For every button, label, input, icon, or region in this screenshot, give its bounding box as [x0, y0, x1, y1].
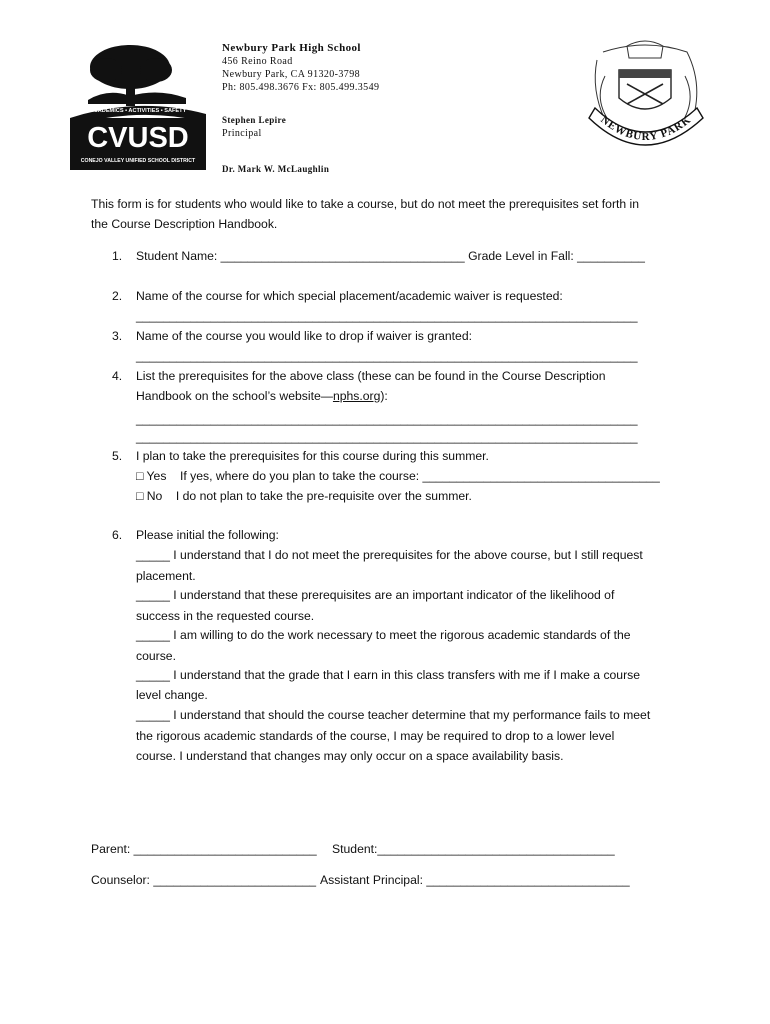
initial-line-4-cont: level change.: [136, 688, 208, 702]
logo-tagline: ACADEMICS • ACTIVITIES • SAFETY: [89, 108, 187, 114]
cvusd-logo: [68, 40, 208, 170]
drop-course-field[interactable]: __________________________________________________________________________: [136, 349, 638, 363]
item-1-number: 1.: [112, 249, 123, 263]
school-name: Newbury Park High School: [222, 42, 361, 54]
initial-line-1[interactable]: _____ I understand that I do not meet the prerequisites for the above course, but I still request: [136, 548, 643, 562]
address-line-2: Newbury Park, CA 91320-3798: [222, 69, 361, 80]
item-3-number: 3.: [112, 329, 123, 343]
item-6-number: 6.: [112, 528, 123, 542]
initial-line-2-cont: success in the requested course.: [136, 609, 315, 623]
address-line-1: 456 Reino Road: [222, 56, 293, 67]
waiver-course-field[interactable]: __________________________________________________________________________: [136, 309, 638, 323]
prerequisites-field-1[interactable]: __________________________________________________________________________: [136, 412, 638, 426]
principal-name: Stephen Lepire: [222, 115, 287, 125]
item-4-number: 4.: [112, 369, 123, 383]
parent-signature-field[interactable]: Parent: ___________________________: [91, 842, 317, 856]
item-4-prompt-post: ):: [380, 389, 388, 403]
assistant-principal-signature-field[interactable]: Assistant Principal: ______________________________: [320, 873, 630, 887]
logo-acronym: CVUSD: [87, 122, 189, 154]
student-signature-field[interactable]: Student:___________________________________: [332, 842, 615, 856]
nphs-website-link[interactable]: nphs.org: [332, 389, 381, 403]
intro-line-2: the Course Description Handbook.: [91, 217, 278, 231]
item-4-prompt-pre: Handbook on the school’s website—: [136, 389, 333, 403]
item-2-prompt: Name of the course for which special placement/academic waiver is requested:: [136, 289, 563, 303]
initial-line-3[interactable]: _____ I am willing to do the work necessary to meet the rigorous academic standards of the: [136, 628, 631, 642]
initial-line-2[interactable]: _____ I understand that these prerequisites are an important indicator of the likelihood of: [136, 588, 615, 602]
crest-text: NEWBURY PARK: [598, 113, 694, 144]
logo-district: CONEJO VALLEY UNIFIED SCHOOL DISTRICT: [80, 158, 196, 164]
item-5-prompt: I plan to take the prerequisites for this course during this summer.: [136, 449, 489, 463]
prerequisites-field-2[interactable]: __________________________________________________________________________: [136, 430, 638, 444]
item-4-prompt-line-2: [136, 389, 388, 403]
initial-line-5-cont: the rigorous academic standards of the course, I may be required to drop to a lower level: [136, 729, 615, 743]
initial-line-1-cont: placement.: [136, 569, 196, 583]
student-name-grade-field[interactable]: Student Name: ____________________________________ Grade Level in Fall: __________: [136, 249, 645, 263]
superintendent-name: Dr. Mark W. McLaughlin: [222, 164, 330, 174]
principal-title: Principal: [222, 128, 262, 139]
initial-line-5[interactable]: _____ I understand that should the course teacher determine that my performance fails to meet: [136, 708, 651, 722]
initial-line-3-cont: course.: [136, 649, 176, 663]
svg-text:NEWBURY PARK: [598, 114, 693, 144]
school-crest-icon: [583, 40, 708, 168]
item-5-number: 5.: [112, 449, 123, 463]
item-4-prompt-line-1: List the prerequisites for the above class (these can be found in the Course Description: [136, 369, 606, 383]
item-2-number: 2.: [112, 289, 123, 303]
counselor-signature-field[interactable]: Counselor: ________________________: [91, 873, 316, 887]
summer-yes-option[interactable]: □ Yes If yes, where do you plan to take the course: ___________________________________: [136, 469, 660, 483]
item-3-prompt: Name of the course you would like to drop if waiver is granted:: [136, 329, 473, 343]
phone-fax: Ph: 805.498.3676 Fx: 805.499.3549: [222, 82, 380, 93]
intro-line-1: This form is for students who would like to take a course, but do not meet the prerequisites set forth in: [91, 197, 640, 211]
initial-line-4[interactable]: _____ I understand that the grade that I earn in this class transfers with me if I make a course: [136, 668, 641, 682]
item-6-prompt: Please initial the following:: [136, 528, 279, 542]
initial-line-5-cont-2: course. I understand that changes may only occur on a space availability basis.: [136, 749, 564, 763]
summer-no-option[interactable]: □ No I do not plan to take the pre-requisite over the summer.: [136, 489, 472, 503]
tree-icon: [88, 45, 186, 106]
